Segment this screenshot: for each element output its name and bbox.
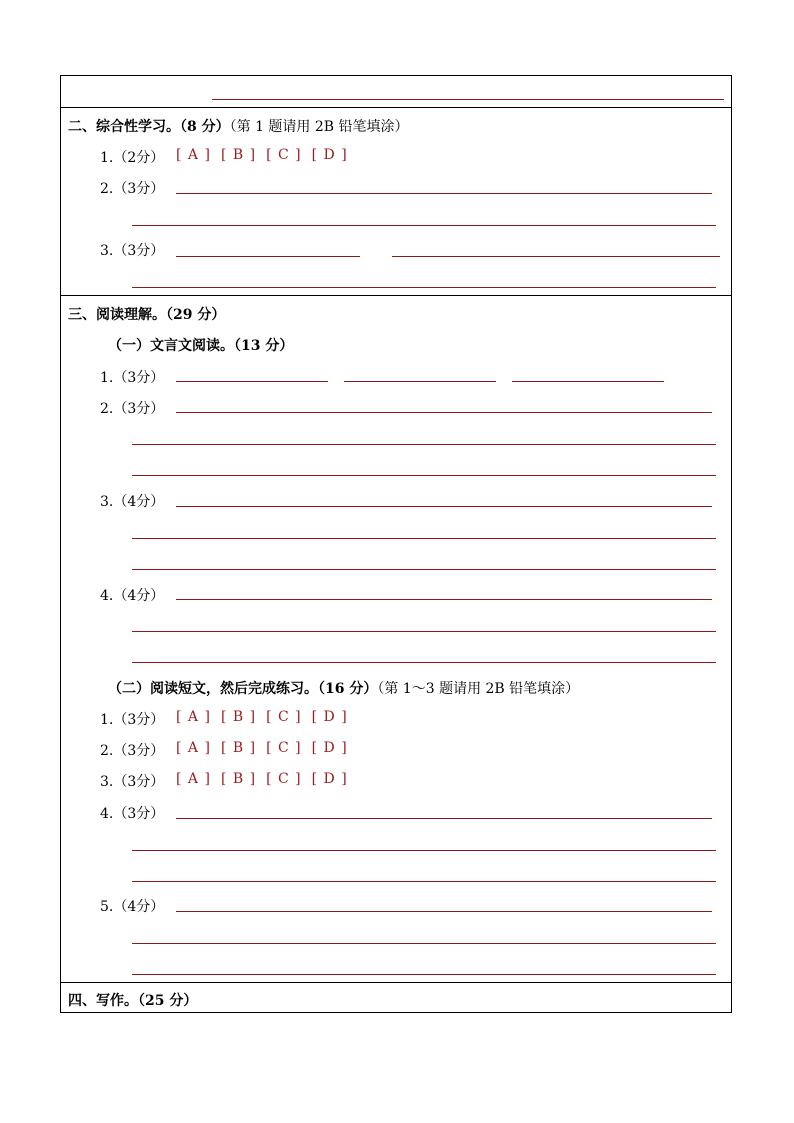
s2-q2-label: 2.（3分）: [100, 181, 165, 197]
option-c[interactable]: [ C ]: [266, 147, 302, 163]
s3b-q3-label: 3.（3分）: [100, 774, 165, 790]
option-a[interactable]: [ A ]: [176, 147, 211, 163]
answer-line[interactable]: [176, 599, 712, 600]
option-d[interactable]: [ D ]: [311, 709, 348, 725]
s3b-q3-options: [176, 771, 358, 787]
s2-q1-label: 1.（2分）: [100, 150, 165, 166]
s3a-q3-label: 3.（4分）: [100, 494, 165, 510]
row-divider: [60, 107, 732, 108]
section-3-sub2-heading: （二）阅读短文，然后完成练习。（16 分）: [108, 681, 378, 697]
answer-line[interactable]: [212, 99, 724, 100]
section-2-title: [68, 116, 409, 136]
option-b[interactable]: [ B ]: [220, 147, 257, 163]
s3a-q4-label: 4.（4分）: [100, 588, 165, 604]
section-3-sub2-title: [108, 678, 579, 698]
answer-line[interactable]: [176, 818, 712, 819]
section-3-title: 三、阅读理解。（29 分）: [68, 307, 226, 323]
answer-line[interactable]: [176, 193, 712, 194]
s2-q1-options: [176, 147, 358, 163]
answer-line[interactable]: [132, 881, 716, 882]
option-c[interactable]: [ C ]: [266, 740, 302, 756]
section-4-title: 四、写作。（25 分）: [68, 993, 198, 1009]
s3b-q1-label: 1.（3分）: [100, 712, 165, 728]
option-a[interactable]: [ A ]: [176, 740, 211, 756]
answer-sheet-frame: [60, 75, 732, 1013]
answer-line[interactable]: [132, 225, 716, 226]
option-b[interactable]: [ B ]: [220, 771, 257, 787]
s3b-q2-label: 2.（3分）: [100, 743, 165, 759]
answer-line[interactable]: [176, 911, 712, 912]
option-a[interactable]: [ A ]: [176, 771, 211, 787]
row-divider: [60, 295, 732, 296]
answer-line[interactable]: [132, 444, 716, 445]
option-b[interactable]: [ B ]: [220, 740, 257, 756]
answer-line[interactable]: [176, 412, 712, 413]
answer-line[interactable]: [512, 381, 664, 382]
section-3-sub2-note: （第 1～3 题请用 2B 铅笔填涂）: [377, 681, 580, 697]
s3a-q2-label: 2.（3分）: [100, 401, 165, 417]
option-a[interactable]: [ A ]: [176, 709, 211, 725]
option-c[interactable]: [ C ]: [266, 709, 302, 725]
section-3-sub1-title: （一）文言文阅读。（13 分）: [108, 338, 294, 354]
answer-line[interactable]: [132, 943, 716, 944]
row-divider: [60, 982, 732, 983]
s3b-q4-label: 4.（3分）: [100, 806, 165, 822]
option-d[interactable]: [ D ]: [311, 147, 348, 163]
option-b[interactable]: [ B ]: [220, 709, 257, 725]
answer-line[interactable]: [132, 662, 716, 663]
option-d[interactable]: [ D ]: [311, 771, 348, 787]
section-2-heading: 二、综合性学习。（8 分）: [68, 119, 230, 135]
answer-line[interactable]: [132, 287, 716, 288]
answer-line[interactable]: [132, 538, 716, 539]
answer-line[interactable]: [132, 475, 716, 476]
answer-line[interactable]: [176, 256, 360, 257]
answer-line[interactable]: [176, 506, 712, 507]
option-c[interactable]: [ C ]: [266, 771, 302, 787]
answer-line[interactable]: [392, 256, 720, 257]
s3b-q2-options: [176, 740, 358, 756]
s3b-q1-options: [176, 709, 358, 725]
answer-line[interactable]: [344, 381, 496, 382]
answer-line[interactable]: [132, 631, 716, 632]
option-d[interactable]: [ D ]: [311, 740, 348, 756]
answer-line[interactable]: [176, 381, 328, 382]
s3a-q1-label: 1.（3分）: [100, 370, 165, 386]
section-2-note: （第 1 题请用 2B 铅笔填涂）: [229, 119, 409, 135]
s2-q3-label: 3.（3分）: [100, 243, 165, 259]
s3b-q5-label: 5.（4分）: [100, 899, 165, 915]
answer-line[interactable]: [132, 569, 716, 570]
answer-line[interactable]: [132, 850, 716, 851]
answer-line[interactable]: [132, 974, 716, 975]
